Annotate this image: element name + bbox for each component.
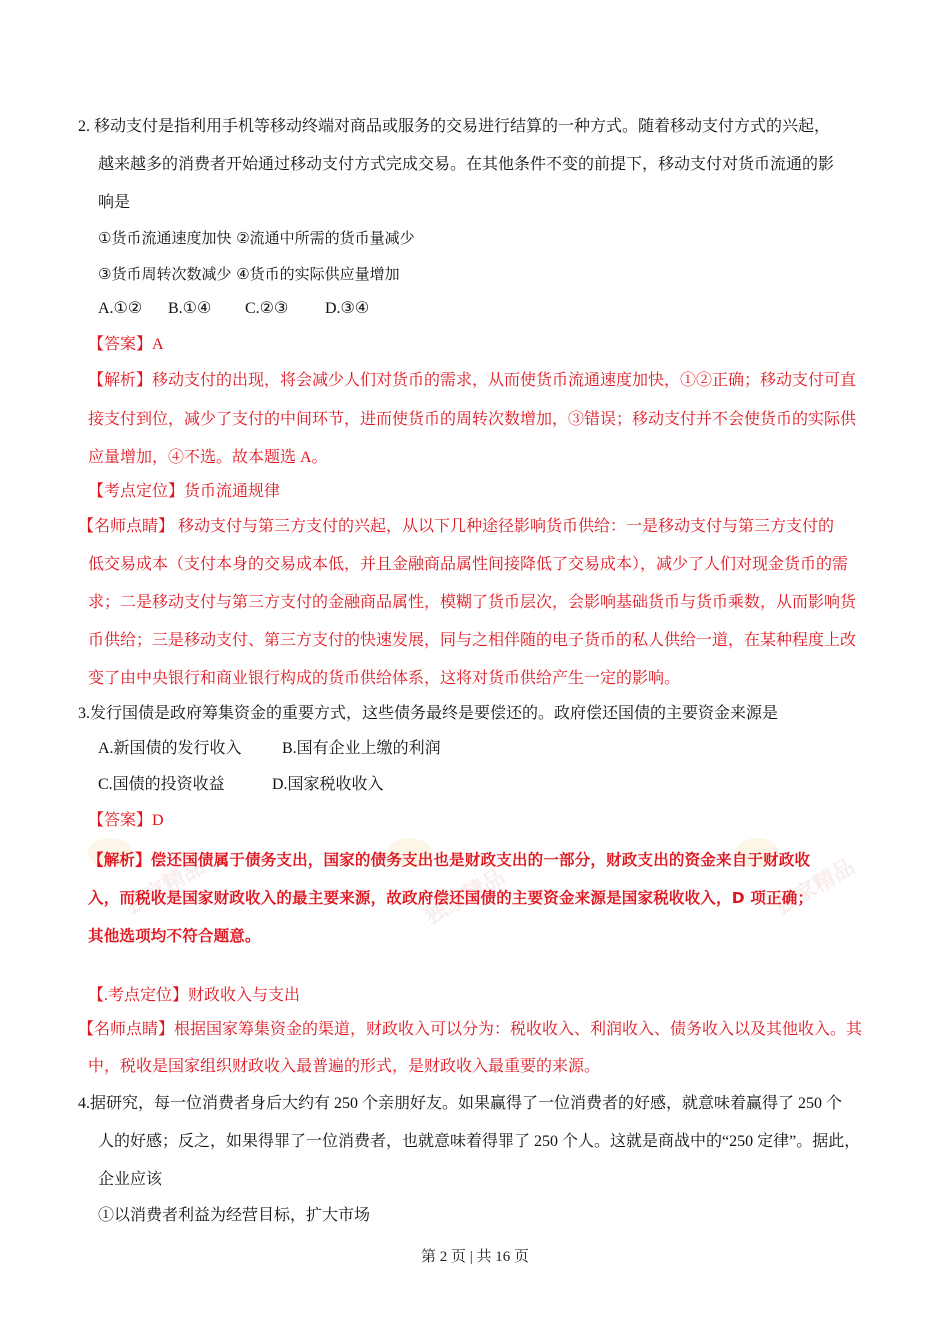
q2-analysis-line-1: 【解析】移动支付的出现，将会减少人们对货币的需求，从而使货币流通速度加快，①②正确；移动支付可直 xyxy=(88,372,857,389)
q2-mingshi-line-1: 【名师点睛】 移动支付与第三方支付的兴起，从以下几种途径影响货币供给：一是移动支付与第三方支付的 xyxy=(78,518,835,535)
q3-answer-label: 【答案】 xyxy=(88,812,153,829)
q2-mingshi-line-2: 低交易成本（支付本身的交易成本低，并且金融商品属性间接降低了交易成本），减少了人们对现金货币的需 xyxy=(88,556,849,573)
watermark-text: 独家精品 xyxy=(420,864,510,931)
q4-statement-1: ①以消费者利益为经营目标，扩大市场 xyxy=(98,1207,371,1224)
q2-mingshi-line-5: 变了由中央银行和商业银行构成的货币供给体系，这将对货币供给产生一定的影响。 xyxy=(88,670,681,687)
q3-option-d: D.国家税收收入 xyxy=(272,776,384,793)
watermark-text: 独家精品 xyxy=(770,854,860,921)
q3-option-a: A.新国债的发行收入 xyxy=(98,740,242,757)
q3-answer xyxy=(88,811,164,831)
q2-analysis-line-3: 应量增加，④不选。故本题选 A。 xyxy=(88,449,328,466)
q2-stem-line-3: 响是 xyxy=(98,194,131,211)
q3-kaodian: 【.考点定位】财政收入与支出 xyxy=(88,987,301,1004)
q3-option-c: C.国债的投资收益 xyxy=(98,776,225,793)
q2-answer-label: 【答案】 xyxy=(88,336,153,353)
q2-statement-1: ①货币流通速度加快 ②流通中所需的货币量减少 xyxy=(98,229,415,247)
q2-option-d: D.③④ xyxy=(325,300,370,317)
q3-mingshi-line-1: 【名师点睛】根据国家筹集资金的渠道，财政收入可以分为：税收收入、利润收入、债务收入以及其他收入。其 xyxy=(78,1021,863,1038)
q2-option-b: B.①④ xyxy=(168,300,212,317)
q3-stem: 3.发行国债是政府筹集资金的重要方式，这些债务最终是要偿还的。政府偿还国债的主要资金来源是 xyxy=(78,705,779,722)
q2-mingshi-line-4: 币供给；三是移动支付、第三方支付的快速发展，同与之相伴随的电子货币的私人供给一道，在某种程度上改 xyxy=(88,632,857,649)
q3-analysis-line-1: 【解析】偿还国债属于债务支出，国家的债务支出也是财政支出的一部分，财政支出的资金来自于财政收 xyxy=(88,851,811,869)
q2-option-c: C.②③ xyxy=(245,300,289,317)
q2-answer xyxy=(88,335,164,355)
q2-analysis-line-2: 接支付到位，减少了支付的中间环节，进而使货币的周转次数增加，③错误；移动支付并不会使货币的实际供 xyxy=(88,411,857,428)
q2-stem-line-2: 越来越多的消费者开始通过移动支付方式完成交易。在其他条件不变的前提下，移动支付对货币流通的影 xyxy=(98,156,835,173)
q3-answer-value: D xyxy=(152,812,164,829)
q2-mingshi-line-3: 求；二是移动支付与第三方支付的金融商品属性，模糊了货币层次，会影响基础货币与货币乘数，从而影响货 xyxy=(88,594,857,611)
q3-analysis-line-2: 入，而税收是国家财政收入的最主要来源，故政府偿还国债的主要资金来源是国家税收收入，D 项正确； xyxy=(88,889,814,907)
q2-statement-2: ③货币周转次数减少 ④货币的实际供应量增加 xyxy=(98,265,400,283)
q2-answer-value: A xyxy=(152,336,164,353)
q3-option-b: B.国有企业上缴的利润 xyxy=(282,740,441,757)
page-footer: 第 2 页 | 共 16 页 xyxy=(420,1249,529,1265)
q4-stem-line-1: 4.据研究，每一位消费者身后大约有 250 个亲朋好友。如果赢得了一位消费者的好感，就意味着赢得了 250 个 xyxy=(78,1095,843,1112)
q2-option-a: A.①② xyxy=(98,300,143,317)
q3-mingshi-line-2: 中，税收是国家组织财政收入最普遍的形式，是财政收入最重要的来源。 xyxy=(88,1058,601,1075)
q4-stem-line-3: 企业应该 xyxy=(98,1171,163,1188)
q2-kaodian: 【考点定位】货币流通规律 xyxy=(88,483,281,500)
watermark-text: 独家精品 xyxy=(120,854,210,921)
q4-stem-line-2: 人的好感；反之，如果得罪了一位消费者，也就意味着得罪了 250 个人。这就是商战中的“250 定律”。据此， xyxy=(98,1133,861,1150)
q3-analysis-line-3: 其他选项均不符合题意。 xyxy=(88,927,261,945)
q2-stem-line-1: 2. 移动支付是指利用手机等移动终端对商品或服务的交易进行结算的一种方式。随着移动支付方式的兴起， xyxy=(78,118,831,135)
